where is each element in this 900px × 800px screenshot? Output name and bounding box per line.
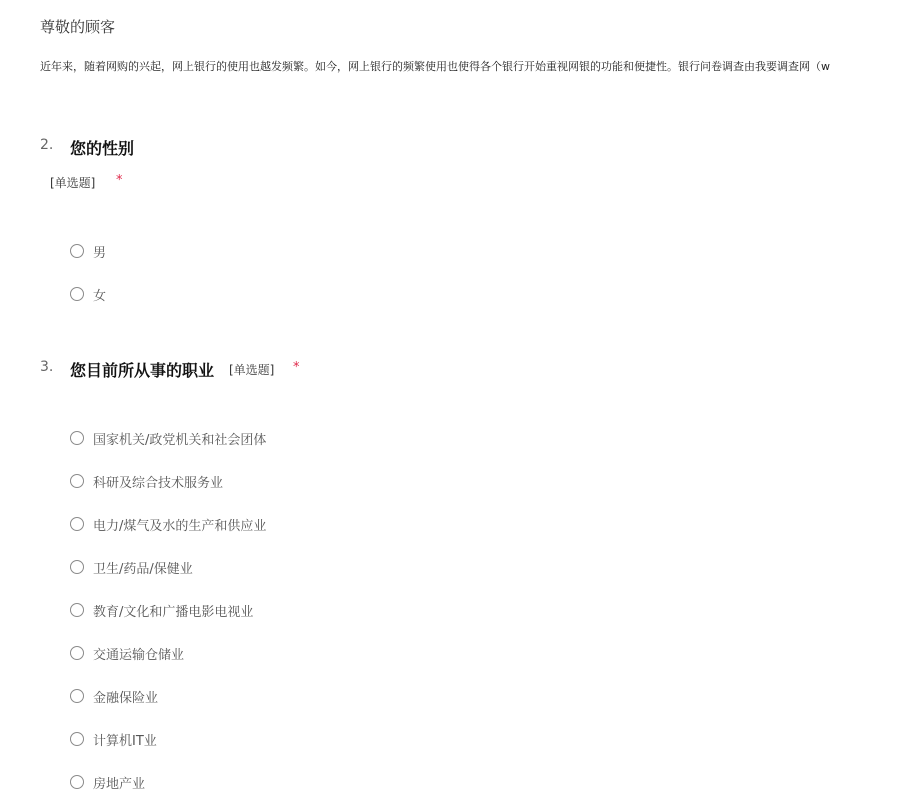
question-number: 2. bbox=[40, 137, 54, 153]
question-title: 您目前所从事的职业 bbox=[70, 361, 215, 380]
option-occupation-education[interactable] bbox=[70, 600, 253, 620]
option-occupation-real-estate[interactable] bbox=[70, 772, 145, 792]
question-title: 您的性别 bbox=[70, 139, 135, 158]
option-label: 教育/文化和广播电影电视业 bbox=[93, 604, 254, 620]
option-male[interactable] bbox=[70, 241, 106, 261]
option-label: 男 bbox=[93, 245, 107, 261]
radio-circle-icon[interactable] bbox=[70, 732, 84, 746]
option-occupation-utilities[interactable] bbox=[70, 514, 266, 534]
option-occupation-government[interactable] bbox=[70, 428, 266, 448]
option-label: 国家机关/政党机关和社会团体 bbox=[93, 432, 267, 448]
radio-circle-icon[interactable] bbox=[70, 689, 84, 703]
radio-circle-icon[interactable] bbox=[70, 603, 84, 617]
radio-circle-icon[interactable] bbox=[70, 287, 84, 301]
question-number: 3. bbox=[40, 359, 54, 375]
option-label: 金融保险业 bbox=[93, 690, 159, 706]
option-label: 科研及综合技术服务业 bbox=[93, 475, 224, 491]
option-label: 女 bbox=[93, 288, 107, 304]
option-label: 电力/煤气及水的生产和供应业 bbox=[93, 518, 267, 534]
required-asterisk: * bbox=[293, 360, 300, 375]
radio-circle-icon[interactable] bbox=[70, 517, 84, 531]
radio-circle-icon[interactable] bbox=[70, 775, 84, 789]
option-occupation-finance[interactable] bbox=[70, 686, 158, 706]
option-label: 计算机IT业 bbox=[93, 733, 157, 749]
radio-circle-icon[interactable] bbox=[70, 646, 84, 660]
option-female[interactable] bbox=[70, 284, 106, 304]
question-type-label: [单选题] bbox=[50, 176, 96, 190]
question-type-label: [单选题] bbox=[229, 363, 275, 377]
radio-circle-icon[interactable] bbox=[70, 474, 84, 488]
survey-intro: 近年来，随着网购的兴起，网上银行的使用也越发频繁。如今，网上银行的频繁使用也使得各个银行开始重视网银的功能和便捷性。银行问卷调查由我要调查网（w bbox=[40, 60, 830, 73]
radio-circle-icon[interactable] bbox=[70, 244, 84, 258]
survey-greeting: 尊敬的顾客 bbox=[40, 18, 116, 36]
option-occupation-transport[interactable] bbox=[70, 643, 184, 663]
option-label: 房地产业 bbox=[93, 776, 146, 792]
option-occupation-research[interactable] bbox=[70, 471, 223, 491]
option-label: 卫生/药品/保健业 bbox=[93, 561, 193, 577]
required-asterisk: * bbox=[116, 173, 123, 188]
radio-circle-icon[interactable] bbox=[70, 560, 84, 574]
option-occupation-it[interactable] bbox=[70, 729, 157, 749]
option-occupation-health[interactable] bbox=[70, 557, 193, 577]
option-label: 交通运输仓储业 bbox=[93, 647, 185, 663]
radio-circle-icon[interactable] bbox=[70, 431, 84, 445]
